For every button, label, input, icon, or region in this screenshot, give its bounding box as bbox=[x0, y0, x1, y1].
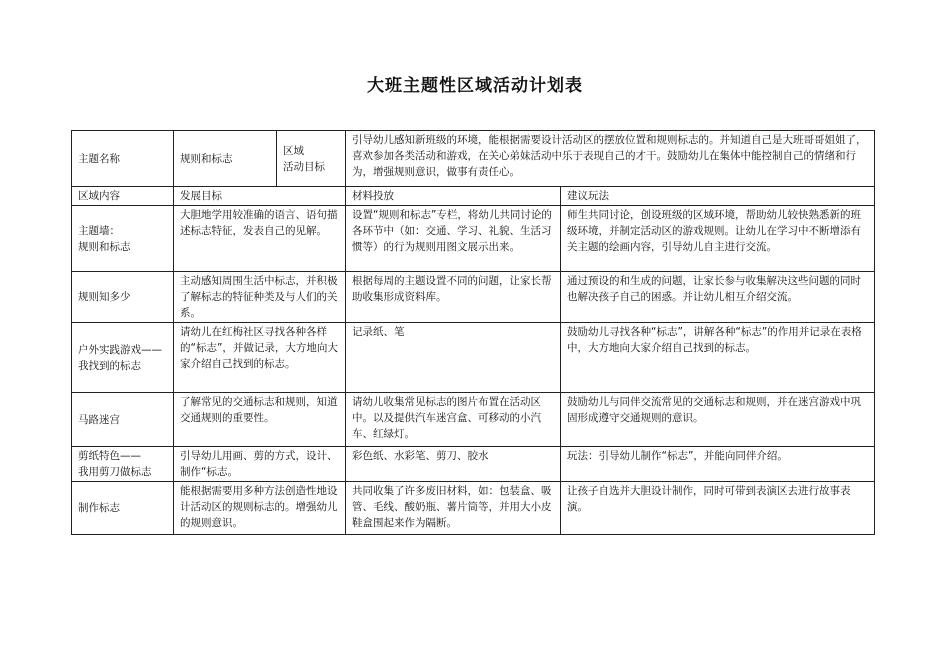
column-header-play: 建议玩法 bbox=[561, 187, 875, 206]
goal-cell: 引导幼儿用画、剪的方式，设计、制作“标志。 bbox=[174, 447, 346, 482]
header-row bbox=[72, 131, 875, 187]
area-cell: 马路迷宫 bbox=[72, 393, 174, 447]
materials-cell: 请幼儿收集常见标志的图片布置在活动区中。以及提供汽车迷宫盒、可移动的小汽车、红绿灯。 bbox=[346, 393, 561, 447]
area-cell-line2: 我用剪刀做标志 bbox=[78, 466, 152, 478]
area-cell-line2: 我找到的标志 bbox=[78, 359, 141, 372]
table-row bbox=[72, 206, 875, 272]
play-cell: 师生共同讨论，创设班级的区域环境，帮助幼儿较快熟悉新的班级环境，并制定活动区的游戏规则。让幼儿在学习中不断增添有关主题的绘画内容，引导幼儿自主进行交流。 bbox=[561, 206, 875, 272]
area-cell bbox=[72, 206, 174, 272]
table-row bbox=[72, 323, 875, 393]
goal-cell: 了解常见的交通标志和规则，知道交通规则的重要性。 bbox=[174, 393, 346, 447]
goal-cell: 主动感知周围生活中标志，并积极了解标志的特征种类及与人们的关系。 bbox=[174, 272, 346, 323]
column-header-row bbox=[72, 187, 875, 206]
play-cell: 玩法：引导幼儿制作“标志”，并能向同伴介绍。 bbox=[561, 447, 875, 482]
materials-cell: 根据每周的主题设置不同的问题，让家长帮助收集形成资料库。 bbox=[346, 272, 561, 323]
goal-cell: 能根据需要用多种方法创造性地设计活动区的规则标志的。增强幼儿的规则意识。 bbox=[174, 482, 346, 535]
area-cell bbox=[72, 447, 174, 482]
theme-name-value: 规则和标志 bbox=[174, 131, 277, 187]
area-cell-line1: 剪纸特色—— bbox=[78, 450, 141, 462]
materials-cell: 共同收集了许多废旧材料，如：包装盒、吸管、毛线、酸奶瓶、薯片筒等，并用大小皮鞋盒围起来作为隔断。 bbox=[346, 482, 561, 535]
table-row bbox=[72, 447, 875, 482]
area-goal-label bbox=[277, 131, 346, 187]
play-cell: 让孩子自选并大胆设计制作，同时可带到表演区去进行故事表演。 bbox=[561, 482, 875, 535]
goal-cell: 请幼儿在红梅社区寻找各种各样的“标志”，并做记录，大方地向大家介绍自己找到的标志。 bbox=[174, 323, 346, 393]
column-header-area: 区域内容 bbox=[72, 187, 174, 206]
area-cell: 制作标志 bbox=[72, 482, 174, 535]
play-cell: 鼓励幼儿寻找各种“标志”，讲解各种“标志”的作用并记录在表格中，大方地向大家介绍自己找到的标志。 bbox=[561, 323, 875, 393]
play-cell: 鼓励幼儿与同伴交流常见的交通标志和规则，并在迷宫游戏中巩固形成遵守交通规则的意识。 bbox=[561, 393, 875, 447]
column-header-goal: 发展目标 bbox=[174, 187, 346, 206]
activity-plan-table bbox=[71, 130, 875, 535]
goal-cell: 大胆地学用较准确的语言、语句描述标志特征，发表自己的见解。 bbox=[174, 206, 346, 272]
area-cell: 规则知多少 bbox=[72, 272, 174, 323]
table-row bbox=[72, 272, 875, 323]
area-cell bbox=[72, 323, 174, 393]
table-row bbox=[72, 393, 875, 447]
materials-cell: 记录纸、笔 bbox=[346, 323, 561, 393]
area-goal-text: 引导幼儿感知新班级的环境，能根据需要设计活动区的摆放位置和规则标志的。并知道自己是大班哥哥姐姐了，喜欢参加各类活动和游戏，在关心弟妹活动中乐于表现自己的才干。鼓励幼儿在集体中能控制自己的情绪和行为，增强规则意识，做事有责任心。 bbox=[346, 131, 875, 187]
page-title: 大班主题性区域活动计划表 bbox=[367, 76, 583, 96]
theme-name-label: 主题名称 bbox=[72, 131, 174, 187]
table-row bbox=[72, 482, 875, 535]
area-cell-line1: 主题墙： bbox=[78, 224, 120, 237]
area-goal-label-line2: 活动目标 bbox=[283, 160, 325, 173]
column-header-materials: 材料投放 bbox=[346, 187, 561, 206]
materials-cell: 彩色纸、水彩笔、剪刀、胶水 bbox=[346, 447, 561, 482]
area-goal-label-line1: 区域 bbox=[283, 144, 304, 157]
materials-cell: 设置“规则和标志”专栏，将幼儿共同讨论的各环节中（如：交通、学习、礼貌、生活习惯等）的行为规则用图文展示出来。 bbox=[346, 206, 561, 272]
area-cell-line1: 户外实践游戏—— bbox=[78, 343, 162, 356]
play-cell: 通过预设的和生成的问题，让家长参与收集解决这些问题的同时也解决孩子自己的困惑。并让幼儿相互介绍交流。 bbox=[561, 272, 875, 323]
area-cell-line2: 规则和标志 bbox=[78, 240, 131, 253]
